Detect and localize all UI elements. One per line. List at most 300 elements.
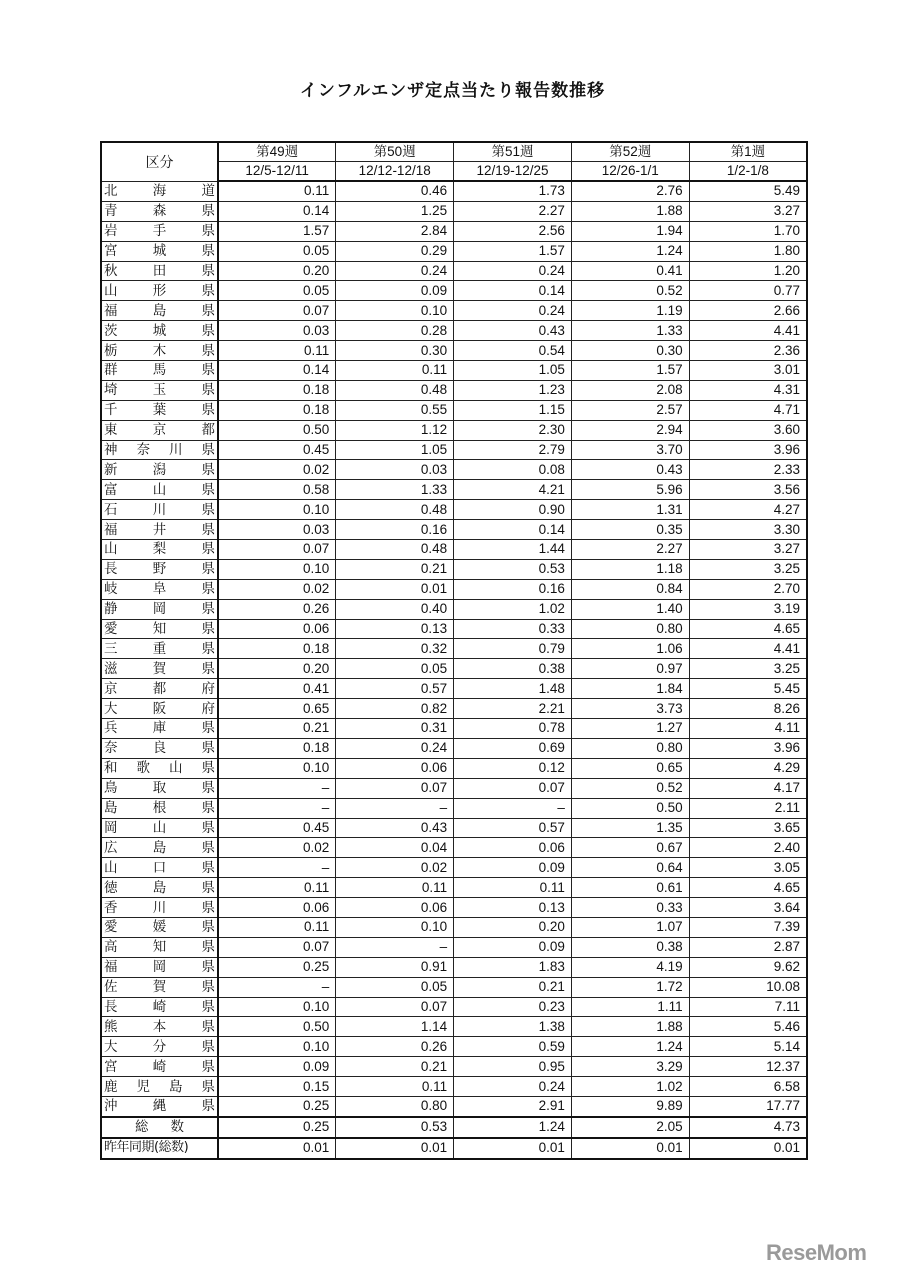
value-cell: 0.11 [218, 917, 336, 937]
value-cell: 0.07 [218, 540, 336, 560]
table-row [101, 599, 807, 619]
value-cell: 0.05 [218, 241, 336, 261]
table-row [101, 400, 807, 420]
value-cell: 0.82 [336, 699, 454, 719]
table-row [101, 301, 807, 321]
value-cell: 0.07 [218, 937, 336, 957]
value-cell: 1.14 [336, 1017, 454, 1037]
prefecture-name: 神奈川県 [104, 442, 215, 459]
prefecture-cell [101, 758, 218, 778]
value-cell: 1.94 [571, 221, 689, 241]
value-cell: 1.25 [336, 201, 454, 221]
value-cell: 0.14 [454, 520, 572, 540]
value-cell: 5.96 [571, 480, 689, 500]
prefecture-name: 北海道 [104, 183, 215, 200]
value-cell: 0.07 [336, 778, 454, 798]
value-cell: 1.02 [454, 599, 572, 619]
prefecture-name: 山梨県 [104, 541, 215, 558]
value-cell: 7.39 [689, 917, 807, 937]
value-cell: 1.24 [454, 1117, 572, 1138]
prefecture-name: 鳥取県 [104, 780, 215, 797]
header-row-weeks [101, 142, 807, 162]
value-cell: 0.40 [336, 599, 454, 619]
prefecture-name: 大分県 [104, 1038, 215, 1055]
value-cell: 9.89 [571, 1096, 689, 1116]
value-cell: – [454, 798, 572, 818]
value-cell: – [336, 937, 454, 957]
table-row [101, 957, 807, 977]
value-cell: 0.64 [571, 858, 689, 878]
table-row [101, 520, 807, 540]
value-cell: 0.05 [218, 281, 336, 301]
table-row [101, 679, 807, 699]
prefecture-name: 静岡県 [104, 601, 215, 618]
prefecture-name: 徳島県 [104, 879, 215, 896]
prefecture-name: 熊本県 [104, 1018, 215, 1035]
table-row [101, 221, 807, 241]
value-cell: 0.03 [218, 321, 336, 341]
value-cell: 0.30 [336, 341, 454, 361]
prefecture-name: 鹿児島県 [104, 1078, 215, 1095]
value-cell: 1.57 [454, 241, 572, 261]
value-cell: 0.04 [336, 838, 454, 858]
prefecture-cell [101, 321, 218, 341]
prefecture-name: 埼玉県 [104, 382, 215, 399]
value-cell: 1.33 [571, 321, 689, 341]
value-cell: 0.50 [218, 420, 336, 440]
prefecture-cell [101, 361, 218, 381]
table-row [101, 1057, 807, 1077]
table-row [101, 460, 807, 480]
prefecture-cell [101, 520, 218, 540]
value-cell: 0.10 [218, 758, 336, 778]
value-cell: 2.91 [454, 1096, 572, 1116]
value-cell: 0.80 [571, 738, 689, 758]
value-cell: 1.35 [571, 818, 689, 838]
value-cell: 0.55 [336, 400, 454, 420]
name-char: 数 [170, 1119, 184, 1136]
value-cell: 0.52 [571, 778, 689, 798]
prefecture-cell [101, 1138, 218, 1159]
resemom-logo: ReseMom [766, 1240, 867, 1265]
value-cell: 1.27 [571, 719, 689, 739]
value-cell: 1.73 [454, 181, 572, 201]
prefecture-cell [101, 1096, 218, 1116]
table-row [101, 420, 807, 440]
value-cell: 4.65 [689, 619, 807, 639]
value-cell: 2.70 [689, 579, 807, 599]
value-cell: 4.41 [689, 321, 807, 341]
table-row [101, 977, 807, 997]
prefecture-name: 島根県 [104, 800, 215, 817]
prefecture-cell [101, 599, 218, 619]
value-cell: 1.48 [454, 679, 572, 699]
value-cell: 2.84 [336, 221, 454, 241]
value-cell: 3.25 [689, 659, 807, 679]
value-cell: 0.61 [571, 878, 689, 898]
value-cell: 0.11 [454, 878, 572, 898]
value-cell: 3.73 [571, 699, 689, 719]
value-cell: 0.25 [218, 1117, 336, 1138]
table-row [101, 937, 807, 957]
value-cell: 2.33 [689, 460, 807, 480]
value-cell: 1.06 [571, 639, 689, 659]
value-cell: 1.12 [336, 420, 454, 440]
value-cell: 0.57 [336, 679, 454, 699]
value-cell: 0.01 [336, 579, 454, 599]
value-cell: 3.27 [689, 201, 807, 221]
value-cell: 3.56 [689, 480, 807, 500]
prefecture-name: 岡山県 [104, 819, 215, 836]
prefecture-cell [101, 719, 218, 739]
value-cell: 0.14 [218, 361, 336, 381]
value-cell: 0.43 [571, 460, 689, 480]
value-cell: 0.48 [336, 540, 454, 560]
value-cell: 2.94 [571, 420, 689, 440]
value-cell: 12.37 [689, 1057, 807, 1077]
value-cell: 2.27 [571, 540, 689, 560]
total-label [104, 1118, 215, 1136]
value-cell: – [218, 778, 336, 798]
prefecture-name: 東京都 [104, 422, 215, 439]
value-cell: 0.43 [454, 321, 572, 341]
value-cell: 3.70 [571, 440, 689, 460]
prefecture-name: 香川県 [104, 899, 215, 916]
value-cell: 4.27 [689, 500, 807, 520]
value-cell: 0.30 [571, 341, 689, 361]
prefecture-cell [101, 957, 218, 977]
table-row [101, 380, 807, 400]
value-cell: 9.62 [689, 957, 807, 977]
value-cell: 7.11 [689, 997, 807, 1017]
prefecture-name: 愛媛県 [104, 919, 215, 936]
value-cell: 5.45 [689, 679, 807, 699]
value-cell: 1.40 [571, 599, 689, 619]
value-cell: 0.06 [336, 758, 454, 778]
value-cell: 0.18 [218, 738, 336, 758]
value-cell: 0.05 [336, 977, 454, 997]
value-cell: 0.65 [218, 699, 336, 719]
prefecture-name: 長野県 [104, 561, 215, 578]
value-cell: 0.03 [218, 520, 336, 540]
value-cell: 0.25 [218, 1096, 336, 1116]
value-cell: 0.14 [454, 281, 572, 301]
value-cell: 0.53 [336, 1117, 454, 1138]
value-cell: 0.07 [218, 301, 336, 321]
value-cell: 0.01 [454, 1138, 572, 1159]
value-cell: 0.05 [336, 659, 454, 679]
prefecture-cell [101, 559, 218, 579]
table-row [101, 719, 807, 739]
table-row [101, 559, 807, 579]
value-cell: 3.05 [689, 858, 807, 878]
table-row [101, 738, 807, 758]
value-cell: 0.95 [454, 1057, 572, 1077]
value-cell: 1.80 [689, 241, 807, 261]
value-cell: 2.56 [454, 221, 572, 241]
prefecture-cell [101, 301, 218, 321]
value-cell: – [218, 858, 336, 878]
value-cell: 0.25 [218, 957, 336, 977]
table-row [101, 1017, 807, 1037]
value-cell: 0.02 [336, 858, 454, 878]
value-cell: 0.24 [336, 261, 454, 281]
value-cell: 0.09 [454, 937, 572, 957]
table-row [101, 838, 807, 858]
prefecture-name: 山口県 [104, 859, 215, 876]
prefecture-cell [101, 977, 218, 997]
value-cell: 0.38 [571, 937, 689, 957]
value-cell: 0.16 [454, 579, 572, 599]
prefecture-cell [101, 1077, 218, 1097]
prefecture-name: 和歌山県 [104, 760, 215, 777]
prefecture-cell [101, 460, 218, 480]
value-cell: 0.29 [336, 241, 454, 261]
table-row [101, 798, 807, 818]
value-cell: 0.26 [218, 599, 336, 619]
prefecture-name: 山形県 [104, 282, 215, 299]
value-cell: 0.01 [218, 1138, 336, 1159]
prefecture-cell [101, 281, 218, 301]
value-cell: 0.20 [218, 659, 336, 679]
week-range: 1/2-1/8 [689, 162, 807, 182]
value-cell: 0.09 [454, 858, 572, 878]
value-cell: 4.21 [454, 480, 572, 500]
value-cell: 0.31 [336, 719, 454, 739]
value-cell: 0.11 [218, 181, 336, 201]
week-header: 第1週 [689, 142, 807, 162]
value-cell: 0.41 [218, 679, 336, 699]
value-cell: 0.20 [454, 917, 572, 937]
table-row [101, 917, 807, 937]
value-cell: 0.26 [336, 1037, 454, 1057]
value-cell: 0.10 [336, 301, 454, 321]
value-cell: 0.15 [218, 1077, 336, 1097]
value-cell: 0.69 [454, 738, 572, 758]
value-cell: 0.21 [336, 559, 454, 579]
table-row [101, 818, 807, 838]
value-cell: 1.31 [571, 500, 689, 520]
value-cell: 0.20 [218, 261, 336, 281]
value-cell: 0.45 [218, 818, 336, 838]
value-cell: 1.24 [571, 241, 689, 261]
prefecture-cell [101, 1057, 218, 1077]
value-cell: 4.17 [689, 778, 807, 798]
value-cell: 0.06 [218, 619, 336, 639]
prefecture-name: 奈良県 [104, 740, 215, 757]
prefecture-cell [101, 579, 218, 599]
value-cell: 0.02 [218, 838, 336, 858]
prefecture-name: 石川県 [104, 501, 215, 518]
table-row [101, 201, 807, 221]
value-cell: 0.77 [689, 281, 807, 301]
table-row [101, 579, 807, 599]
value-cell: 0.18 [218, 400, 336, 420]
value-cell: 0.33 [571, 898, 689, 918]
value-cell: 0.24 [454, 1077, 572, 1097]
value-cell: 1.07 [571, 917, 689, 937]
value-cell: 4.65 [689, 878, 807, 898]
value-cell: 2.27 [454, 201, 572, 221]
value-cell: 0.11 [336, 878, 454, 898]
value-cell: 4.31 [689, 380, 807, 400]
table-row [101, 500, 807, 520]
table-row [101, 997, 807, 1017]
value-cell: 2.66 [689, 301, 807, 321]
value-cell: 0.01 [336, 1138, 454, 1159]
value-cell: 6.58 [689, 1077, 807, 1097]
value-cell: 0.21 [454, 977, 572, 997]
prefecture-cell [101, 898, 218, 918]
value-cell: 1.02 [571, 1077, 689, 1097]
week-range: 12/5-12/11 [218, 162, 336, 182]
value-cell: 0.65 [571, 758, 689, 778]
value-cell: 0.46 [336, 181, 454, 201]
value-cell: 0.48 [336, 500, 454, 520]
table-row [101, 540, 807, 560]
prefecture-cell [101, 997, 218, 1017]
value-cell: 1.57 [218, 221, 336, 241]
prefecture-cell [101, 181, 218, 201]
prefecture-cell [101, 480, 218, 500]
week-range: 12/26-1/1 [571, 162, 689, 182]
value-cell: 4.29 [689, 758, 807, 778]
prefecture-name: 沖縄県 [104, 1098, 215, 1115]
value-cell: 0.01 [689, 1138, 807, 1159]
week-header: 第49週 [218, 142, 336, 162]
value-cell: 1.11 [571, 997, 689, 1017]
value-cell: 0.02 [218, 460, 336, 480]
prefecture-cell [101, 937, 218, 957]
value-cell: 0.16 [336, 520, 454, 540]
prefecture-cell [101, 201, 218, 221]
value-cell: 1.38 [454, 1017, 572, 1037]
prefecture-name: 佐賀県 [104, 979, 215, 996]
prefecture-cell [101, 1017, 218, 1037]
prefecture-cell [101, 500, 218, 520]
table-row [101, 1096, 807, 1116]
value-cell: 0.06 [336, 898, 454, 918]
value-cell: 0.24 [336, 738, 454, 758]
week-header: 第51週 [454, 142, 572, 162]
value-cell: 0.50 [218, 1017, 336, 1037]
prefecture-name: 三重県 [104, 640, 215, 657]
value-cell: 3.60 [689, 420, 807, 440]
value-cell: 1.88 [571, 201, 689, 221]
value-cell: 0.11 [336, 361, 454, 381]
value-cell: 0.11 [218, 878, 336, 898]
value-cell: 0.54 [454, 341, 572, 361]
prefecture-name: 群馬県 [104, 362, 215, 379]
influenza-report-table [100, 141, 808, 1160]
last-year-row [101, 1138, 807, 1159]
value-cell: 1.15 [454, 400, 572, 420]
table-row [101, 261, 807, 281]
value-cell: 2.21 [454, 699, 572, 719]
value-cell: 0.06 [454, 838, 572, 858]
value-cell: 1.70 [689, 221, 807, 241]
prefecture-cell [101, 679, 218, 699]
value-cell: 0.18 [218, 380, 336, 400]
value-cell: 2.36 [689, 341, 807, 361]
value-cell: 0.78 [454, 719, 572, 739]
table-row [101, 1037, 807, 1057]
value-cell: – [218, 977, 336, 997]
prefecture-name: 秋田県 [104, 263, 215, 279]
prefecture-name: 兵庫県 [104, 720, 215, 737]
value-cell: 3.96 [689, 440, 807, 460]
value-cell: 0.90 [454, 500, 572, 520]
value-cell: 1.57 [571, 361, 689, 381]
value-cell: 0.10 [218, 500, 336, 520]
value-cell: 0.13 [336, 619, 454, 639]
table-row [101, 778, 807, 798]
value-cell: 0.11 [336, 1077, 454, 1097]
prefecture-cell [101, 699, 218, 719]
value-cell: 0.35 [571, 520, 689, 540]
value-cell: 1.20 [689, 261, 807, 281]
table-row [101, 659, 807, 679]
value-cell: 1.23 [454, 380, 572, 400]
table-row [101, 898, 807, 918]
table-body [101, 181, 807, 1159]
value-cell: 3.65 [689, 818, 807, 838]
value-cell: 3.27 [689, 540, 807, 560]
value-cell: 0.10 [218, 559, 336, 579]
value-cell: 0.58 [218, 480, 336, 500]
value-cell: 3.96 [689, 738, 807, 758]
value-cell: 0.67 [571, 838, 689, 858]
value-cell: 0.24 [454, 261, 572, 281]
value-cell: 3.30 [689, 520, 807, 540]
prefecture-cell [101, 241, 218, 261]
prefecture-name: 宮城県 [104, 243, 215, 260]
prefecture-cell [101, 878, 218, 898]
table-row [101, 361, 807, 381]
prefecture-cell [101, 380, 218, 400]
value-cell: 0.09 [218, 1057, 336, 1077]
prefecture-cell [101, 440, 218, 460]
prefecture-cell [101, 838, 218, 858]
value-cell: 2.05 [571, 1117, 689, 1138]
prefecture-name: 福島県 [104, 302, 215, 319]
prefecture-cell [101, 738, 218, 758]
value-cell: 0.21 [336, 1057, 454, 1077]
value-cell: 0.11 [218, 341, 336, 361]
table-row [101, 241, 807, 261]
value-cell: 1.05 [336, 440, 454, 460]
value-cell: 0.24 [454, 301, 572, 321]
value-cell: 1.24 [571, 1037, 689, 1057]
value-cell: 0.57 [454, 818, 572, 838]
category-header: 区分 [101, 142, 218, 181]
value-cell: 0.79 [454, 639, 572, 659]
table-row [101, 321, 807, 341]
value-cell: 0.02 [218, 579, 336, 599]
value-cell: 0.18 [218, 639, 336, 659]
table-row [101, 440, 807, 460]
table-row [101, 281, 807, 301]
total-row [101, 1117, 807, 1138]
value-cell: 0.41 [571, 261, 689, 281]
prefecture-cell [101, 659, 218, 679]
prefecture-cell [101, 420, 218, 440]
value-cell: 3.19 [689, 599, 807, 619]
value-cell: 0.53 [454, 559, 572, 579]
value-cell: 3.29 [571, 1057, 689, 1077]
prefecture-name: 長崎県 [104, 998, 215, 1015]
value-cell: 2.40 [689, 838, 807, 858]
